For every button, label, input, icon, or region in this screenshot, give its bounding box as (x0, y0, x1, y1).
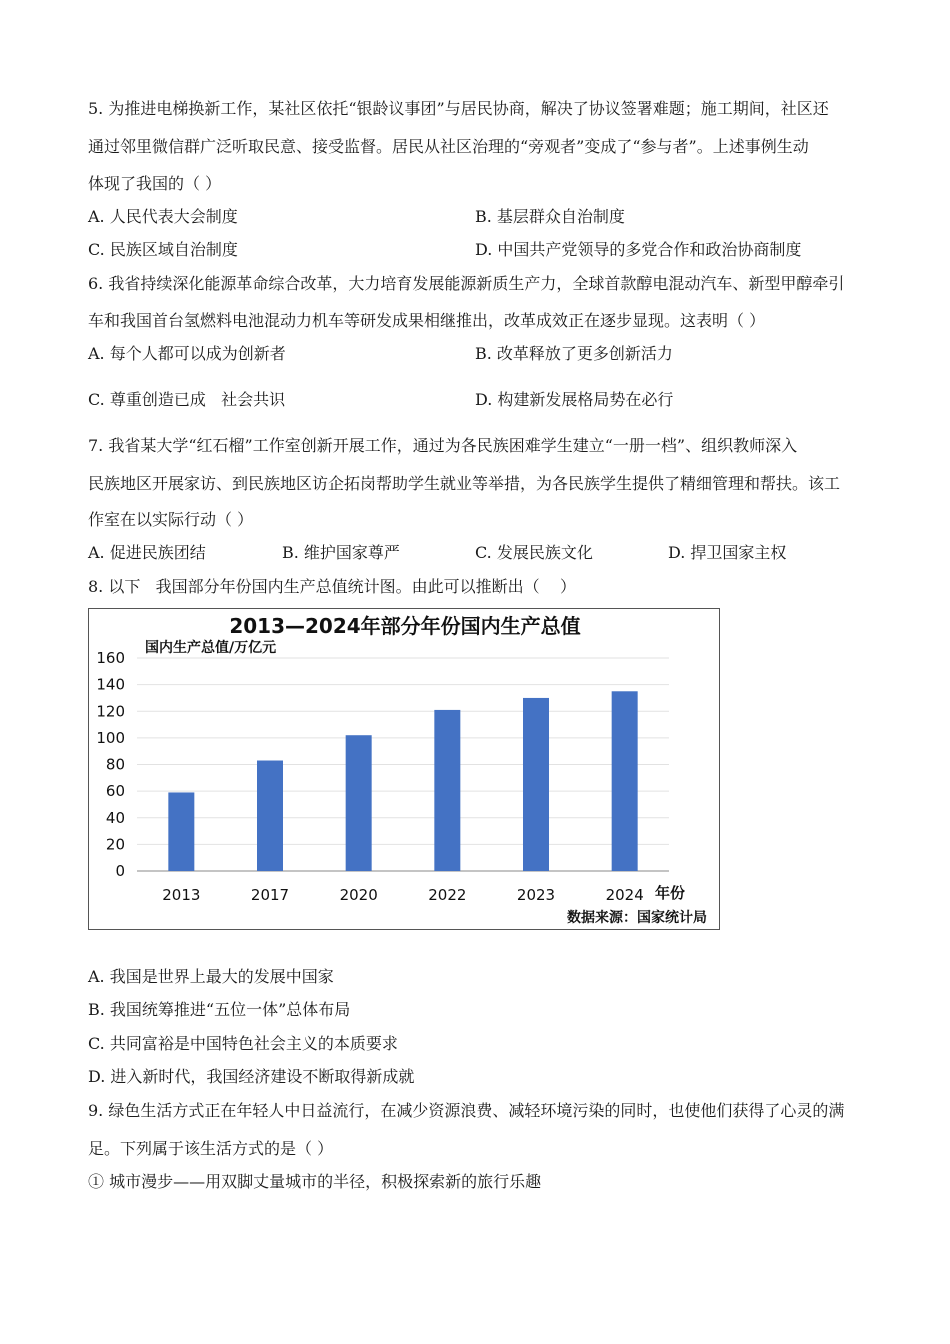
chart-x-tick-label: 2020 (339, 886, 378, 904)
q6-option-a: A. 每个人都可以成为创新者 (88, 344, 286, 363)
chart-y-axis-label: 国内生产总值/万亿元 (145, 640, 277, 656)
chart-y-tick-label: 140 (96, 675, 125, 694)
q8-stem-line-1: 8. 以下 我国部分年份国内生产总值统计图。由此可以推断出（ ） (88, 577, 576, 596)
chart-x-tick-label: 2022 (428, 886, 467, 904)
chart-bar-2024 (612, 691, 638, 871)
q8-option-d: D. 进入新时代，我国经济建设不断取得新成就 (88, 1067, 415, 1086)
q6-option-d: D. 构建新发展格局势在必行 (475, 390, 674, 409)
chart-bar-2020 (346, 735, 372, 871)
chart-y-tick-label: 40 (105, 808, 125, 827)
chart-title: 2013—2024年部分年份国内生产总值 (229, 614, 581, 638)
chart-x-tick-label: 2023 (516, 886, 556, 904)
chart-y-tick-label: 100 (96, 728, 125, 747)
chart-y-tick-label: 120 (96, 702, 125, 721)
chart-x-tick-label: 2024 (605, 886, 644, 904)
q7-stem-line-3: 作室在以实际行动（ ） (88, 510, 254, 529)
chart-bar-2013 (168, 792, 194, 871)
q5-stem-line-1: 5. 为推进电梯换新工作，某社区依托“银龄议事团”与居民协商，解决了协议签署难题；施工期间，社区还 (88, 99, 829, 118)
q6-stem-line-1: 6. 我省持续深化能源革命综合改革，大力培育发展能源新质生产力，全球首款醇电混动汽车、新型甲醇牵引 (88, 274, 845, 293)
chart-y-tick-label: 80 (105, 755, 125, 774)
q7-option-c: C. 发展民族文化 (475, 543, 593, 562)
q9-stem-line-2: 足。下列属于该生活方式的是（ ） (88, 1139, 334, 1158)
chart-source-note: 数据来源：国家统计局 (567, 910, 707, 926)
chart-x-tick-label: 2017 (250, 886, 290, 904)
q5-option-b: B. 基层群众自治制度 (475, 207, 625, 226)
q5-option-a: A. 人民代表大会制度 (88, 207, 238, 226)
chart-x-axis-label: 年份 (655, 884, 686, 902)
q8-option-a: A. 我国是世界上最大的发展中国家 (88, 967, 334, 986)
gdp-chart-svg (89, 609, 721, 931)
chart-bar-2023 (523, 698, 549, 871)
q6-option-b: B. 改革释放了更多创新活力 (475, 344, 673, 363)
q9-stem-line-1: 9. 绿色生活方式正在年轻人中日益流行，在减少资源浪费、减轻环境污染的同时，也使他们获得了心灵的满 (88, 1101, 845, 1120)
chart-bar-2017 (257, 761, 283, 871)
q6-stem-line-2: 车和我国首台氢燃料电池混动力机车等研发成果相继推出，改革成效正在逐步显现。这表明（ ） (88, 311, 766, 330)
q5-option-d: D. 中国共产党领导的多党合作和政治协商制度 (475, 240, 802, 259)
gdp-bar-chart (88, 608, 720, 930)
q7-stem-line-1: 7. 我省某大学“红石榴”工作室创新开展工作，通过为各民族困难学生建立“一册一档”、组织教师深入 (88, 436, 798, 455)
q5-stem-line-3: 体现了我国的（ ） (88, 174, 222, 193)
chart-y-tick-label: 20 (105, 835, 125, 854)
chart-y-tick-label: 160 (96, 649, 125, 667)
q9-item-1: ① 城市漫步——用双脚丈量城市的半径，积极探索新的旅行乐趣 (88, 1172, 542, 1191)
q7-stem-line-2: 民族地区开展家访、到民族地区访企拓岗帮助学生就业等举措，为各民族学生提供了精细管理和帮扶。该工 (88, 474, 841, 493)
chart-bar-2022 (434, 710, 460, 871)
chart-x-tick-label: 2013 (162, 886, 201, 904)
chart-y-tick-label: 0 (115, 862, 125, 880)
q5-stem-line-2: 通过邻里微信群广泛听取民意、接受监督。居民从社区治理的“旁观者”变成了“参与者”。上述事例生动 (88, 137, 809, 156)
q8-option-b: B. 我国统筹推进“五位一体”总体布局 (88, 1000, 351, 1019)
q7-option-b: B. 维护国家尊严 (282, 543, 400, 562)
q6-option-c: C. 尊重创造已成 社会共识 (88, 390, 286, 409)
chart-y-tick-label: 60 (105, 782, 125, 801)
q7-option-d: D. 捍卫国家主权 (668, 543, 787, 562)
q5-option-c: C. 民族区域自治制度 (88, 240, 238, 259)
q7-option-a: A. 促进民族团结 (88, 543, 206, 562)
q8-option-c: C. 共同富裕是中国特色社会主义的本质要求 (88, 1034, 398, 1053)
